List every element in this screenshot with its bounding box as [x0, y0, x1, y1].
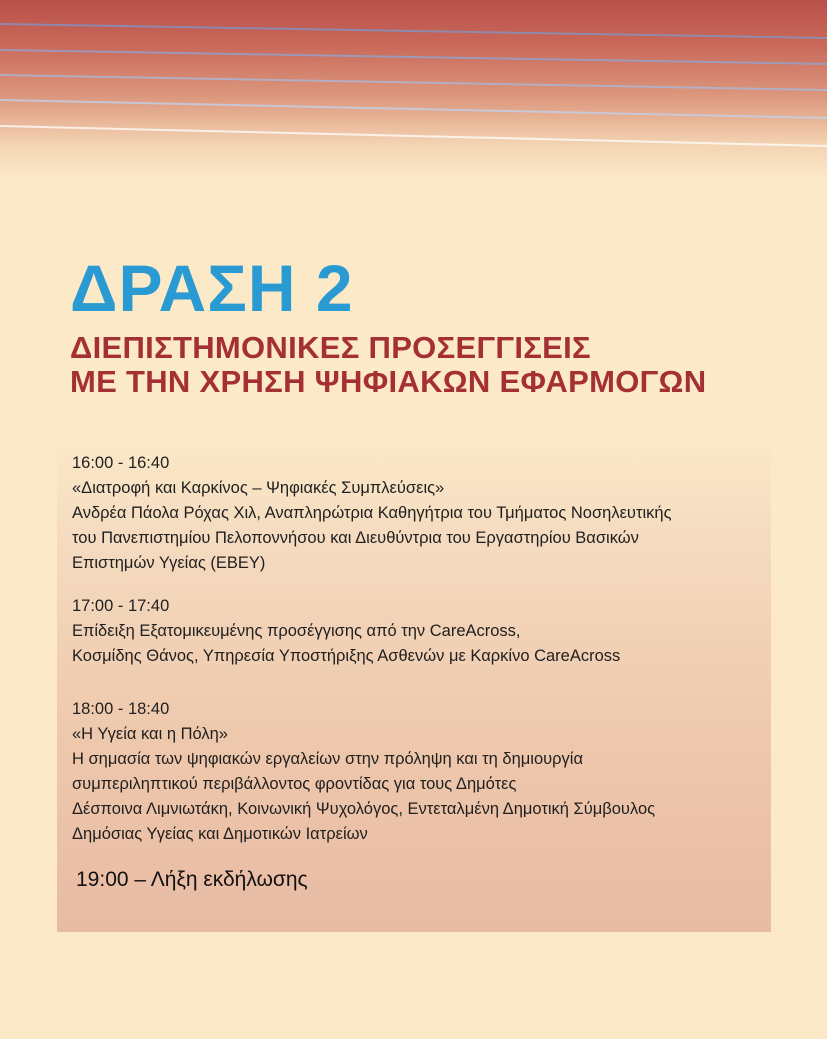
session-speaker: Δέσποινα Λιμνιωτάκη, Κοινωνική Ψυχολόγος, Εντεταλμένη Δημοτική Σύμβουλος [72, 800, 656, 818]
session-speaker: Κοσμίδης Θάνος, Υπηρεσία Υποστήριξης Ασθενών με Καρκίνο CareAcross [72, 647, 621, 665]
decorative-header-band [0, 0, 827, 180]
session-title: Επίδειξη Εξατομικευμένης προσέγγισης από την CareAcross, [72, 622, 521, 640]
page-subtitle [70, 331, 706, 399]
session-title: «Η Υγεία και η Πόλη» [72, 725, 228, 743]
schedule-item [72, 697, 655, 847]
subtitle-line: ΜΕ ΤΗΝ ΧΡΗΣΗ ΨΗΦΙΑΚΩΝ ΕΦΑΡΜΟΓΩΝ [70, 364, 707, 399]
decorative-stripes [0, 0, 827, 180]
closing-time: 19:00 – Λήξη εκδήλωσης [76, 868, 308, 891]
schedule-item [72, 594, 620, 669]
page-title: ΔΡΑΣΗ 2 [70, 251, 354, 325]
session-time: 18:00 - 18:40 [72, 700, 170, 718]
subtitle-line: ΔΙΕΠΙΣΤΗΜΟΝΙΚΕΣ ΠΡΟΣΕΓΓΙΣΕΙΣ [70, 330, 591, 365]
session-time: 17:00 - 17:40 [72, 597, 170, 615]
session-speaker: του Πανεπιστημίου Πελοποννήσου και Διευθύντρια του Εργαστηρίου Βασικών [72, 529, 639, 547]
session-speaker: Ανδρέα Πάολα Ρόχας Χιλ, Αναπληρώτρια Καθηγήτρια του Τμήματος Νοσηλευτικής [72, 504, 672, 522]
session-title: «Διατροφή και Καρκίνος – Ψηφιακές Συμπλεύσεις» [72, 479, 445, 497]
session-time: 16:00 - 16:40 [72, 454, 170, 472]
session-speaker: Επιστημών Υγείας (ΕΒΕΥ) [72, 554, 266, 572]
schedule-item [72, 451, 672, 576]
session-description: συμπεριληπτικού περιβάλλοντος φροντίδας για τους Δημότες [72, 775, 517, 793]
session-speaker: Δημόσιας Υγείας και Δημοτικών Ιατρείων [72, 825, 368, 843]
session-description: Η σημασία των ψηφιακών εργαλείων στην πρόληψη και τη δημιουργία [72, 750, 583, 768]
